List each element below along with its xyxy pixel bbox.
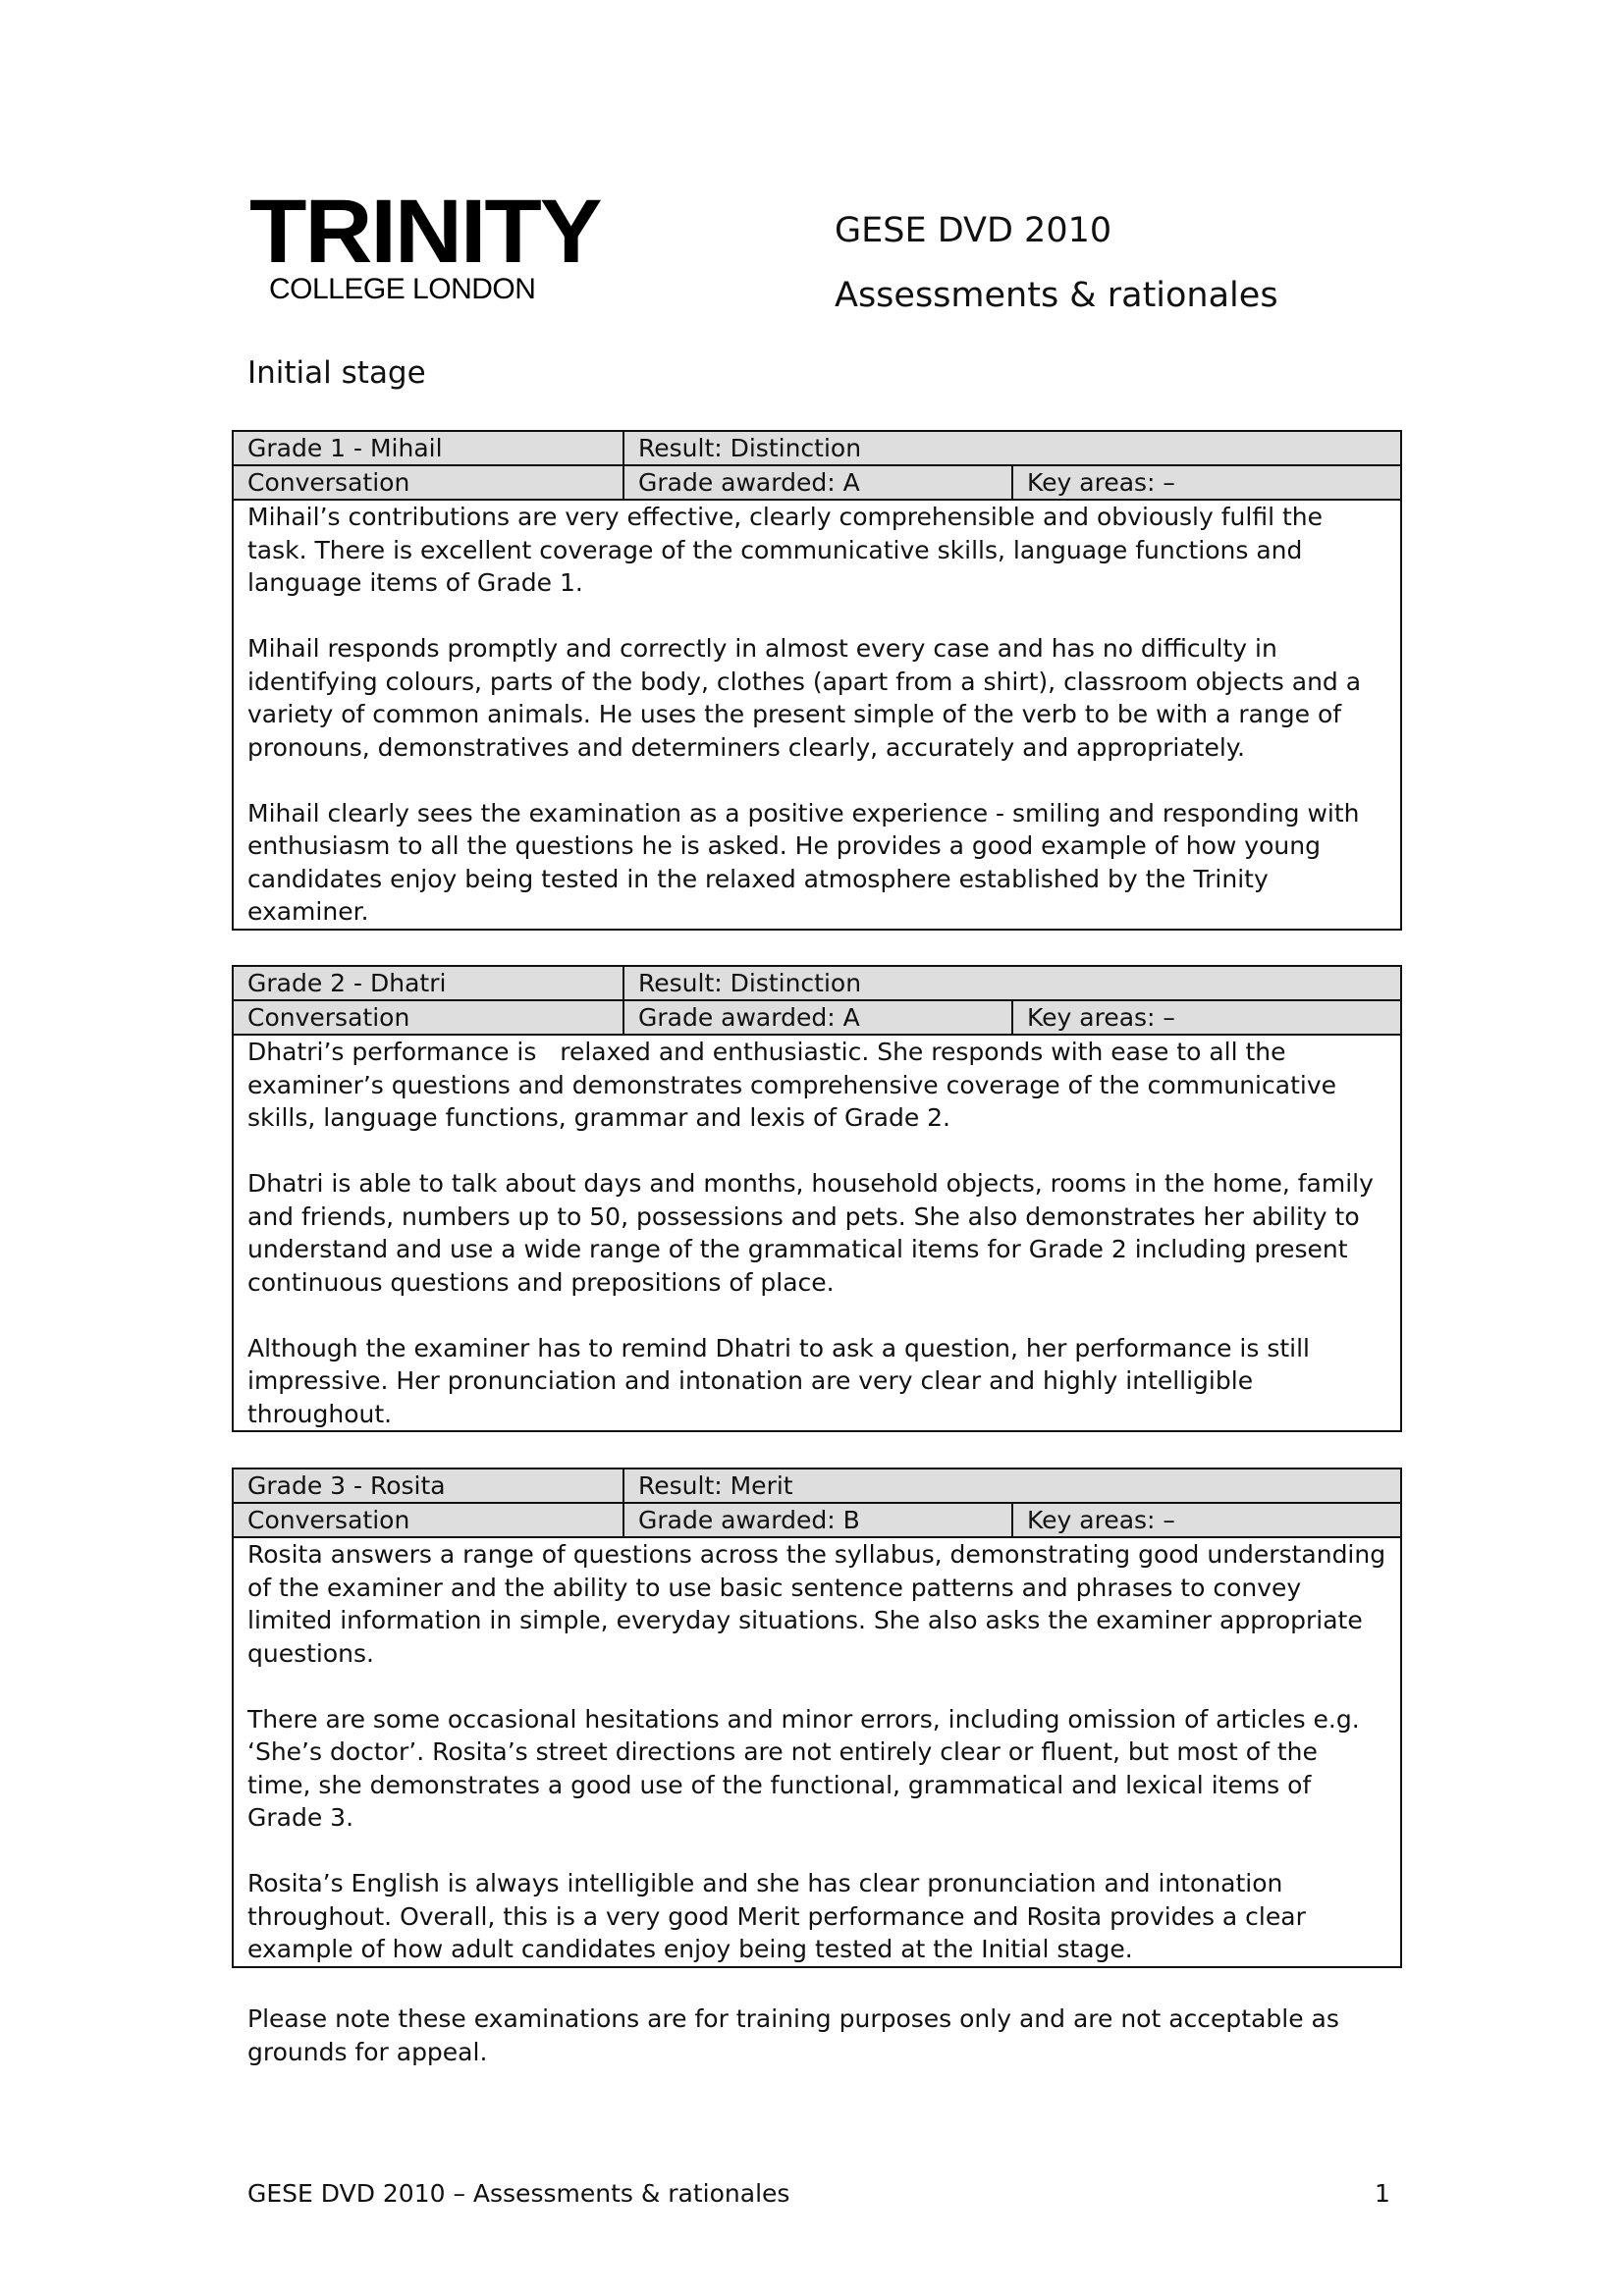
logo-wordmark: TRINITY (249, 182, 601, 282)
assessment-table-grade-1 (232, 430, 1402, 931)
grade-awarded-cell: Grade awarded: A (624, 466, 1013, 499)
title-line-2: Assessments & rationales (835, 276, 1278, 315)
rationale-paragraph: Dhatri’s performance is relaxed and enthusiastic. She responds with ease to all the examiner’s questions and demonstrates comprehensive coverage of the communicative skills, language functions, grammar and lexis of Grade 2. (247, 1038, 1344, 1132)
disclaimer-note: Please note these examinations are for training purposes only and are not acceptable as grounds for appeal. (247, 2004, 1339, 2066)
assessment-table-grade-2 (232, 965, 1402, 1432)
rationale-paragraph (247, 632, 1386, 764)
key-areas-cell: Key areas: – (1027, 1003, 1175, 1032)
key-areas-cell: Key areas: – (1027, 1506, 1175, 1534)
header-row-1 (234, 967, 1400, 1001)
task-cell: Conversation (234, 1001, 624, 1034)
rationale-paragraph: Although the examiner has to remind Dhatri to ask a question, her performance is still impressive. Her pronunciation and intonation are very clear and highly intelligible throughout. (247, 1333, 1310, 1428)
grade-candidate-cell: Grade 2 - Dhatri (234, 967, 624, 999)
rationale-paragraph: Mihail’s contributions are very effective, clearly comprehensible and obviously fulfil the task. There is excellent coverage of the communicative skills, language functions and language items of Grade 1. (247, 503, 1324, 597)
header-row-2 (234, 1504, 1400, 1538)
rationale-paragraph: Dhatri is able to talk about days and months, household objects, rooms in the home, family and friends, numbers up to 50, possessions and pets. She also demonstrates her ability to understand and use a wide range of the grammatical items for Grade 2 including present continuous questions and prepositions of place. (247, 1169, 1374, 1297)
rationale-text: Mihail responds promptly and correctly in almost every case and has no difficulty in identifying colours, parts of the body, clothes (apart from a shirt), classroom objects and a variety of common animals. He uses the present simple of the verb to be with a range of pronouns, demonstratives and determiners clearly, accurately and appropriately. (247, 634, 1362, 762)
result-cell: Result: Distinction (638, 969, 862, 997)
trinity-college-london-logo (249, 182, 623, 306)
rationale-paragraph: Rosita answers a range of questions across the syllabus, demonstrating good understanding of the examiner and the ability to use basic sentence patterns and phrases to convey limited information in simple, everyday situations. She also asks the examiner appropriate questions. (247, 1540, 1386, 1668)
result-cell: Result: Distinction (638, 434, 862, 462)
header-row-1 (234, 1469, 1400, 1504)
rationale-paragraph: Mihail clearly sees the examination as a positive experience - smiling and responding with enthusiasm to all the questions he is asked. He provides a good example of how young candidates enjoy being tested in the relaxed atmosphere established by the Trinity examiner. (247, 798, 1360, 926)
header-row-1 (234, 432, 1400, 466)
page-number: 1 (1375, 2179, 1390, 2208)
rationale-paragraph: There are some occasional hesitations and minor errors, including omission of articles e.g. ‘She’s doctor’. Rosita’s street directions are not entirely clear or fluent, but most of the time, she demonstrates a good use of the functional, grammatical and lexical items of Grade 3. (247, 1704, 1360, 1832)
task-cell: Conversation (234, 466, 624, 499)
rationale-cell (234, 501, 1400, 929)
document-title (835, 198, 1278, 328)
task-cell: Conversation (234, 1504, 624, 1536)
section-heading: Initial stage (247, 355, 426, 391)
grade-candidate-cell: Grade 3 - Rosita (234, 1469, 624, 1502)
rationale-cell (234, 1538, 1400, 1966)
key-areas-cell: Key areas: – (1027, 468, 1175, 497)
result-cell: Result: Merit (638, 1471, 793, 1500)
grade-awarded-cell: Grade awarded: A (624, 1001, 1013, 1034)
footer-text: GESE DVD 2010 – Assessments & rationales (247, 2179, 790, 2208)
rationale-paragraph: Rosita’s English is always intelligible and she has clear pronunciation and intonation throughout. Overall, this is a very good Merit performance and Rosita provides a clear example of how adult candidates enjoy being tested at the Initial stage. (247, 1869, 1306, 1963)
grade-awarded-cell: Grade awarded: B (624, 1504, 1013, 1536)
grade-candidate-cell: Grade 1 - Mihail (234, 432, 624, 464)
rationale-cell (234, 1036, 1400, 1430)
logo-subtitle: COLLEGE LONDON (269, 273, 536, 305)
assessment-table-grade-3 (232, 1468, 1402, 1968)
header-row-2 (234, 466, 1400, 501)
header-row-2 (234, 1001, 1400, 1036)
title-line-1: GESE DVD 2010 (835, 211, 1112, 250)
